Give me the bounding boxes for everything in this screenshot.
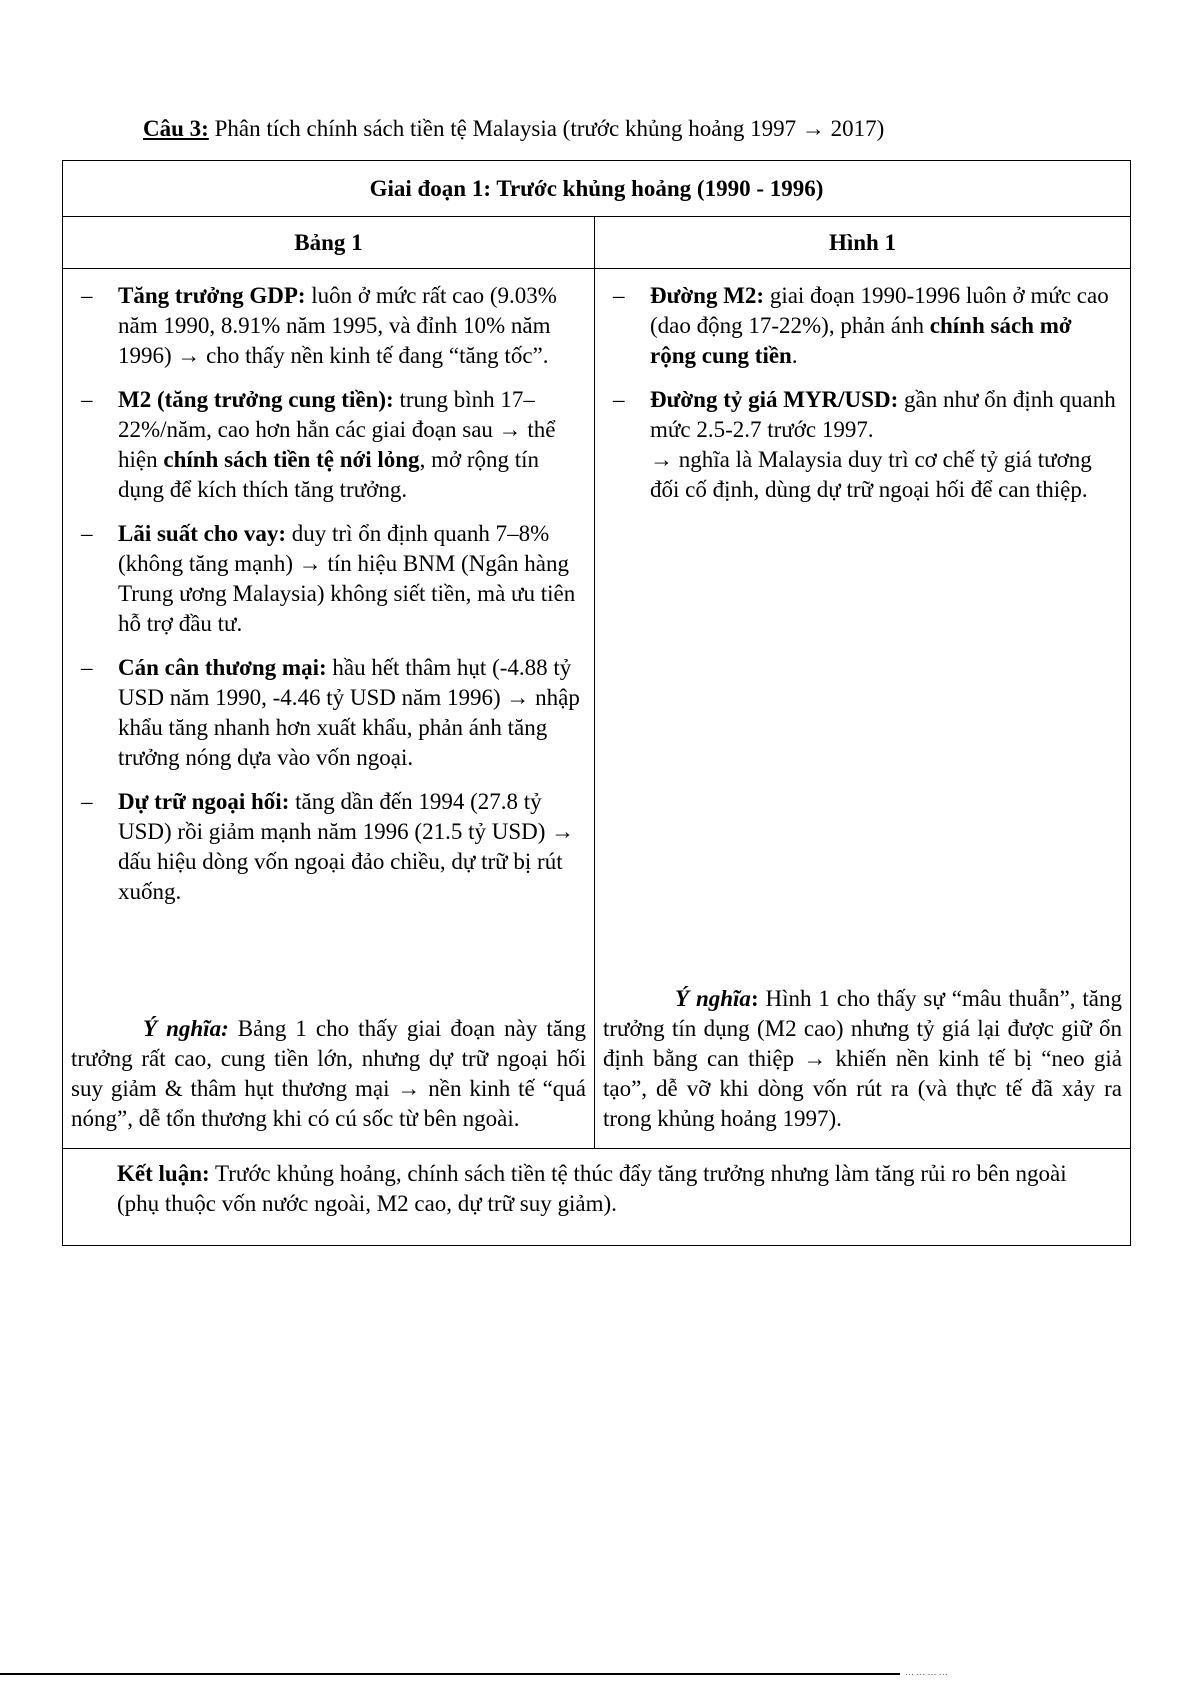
bullet-marker: –: [81, 789, 93, 814]
bullet-marker: –: [81, 521, 93, 546]
bullet-trade-balance: [63, 653, 586, 773]
analysis-table: [62, 160, 1131, 1246]
right-column-header: Hình 1: [595, 217, 1131, 269]
meaning-label: Ý nghĩa: [675, 986, 751, 1011]
question-heading: [143, 114, 1103, 144]
bullet-continuation: → nghĩa là Malaysia duy trì cơ chế tỷ giá tương đối cố định, dùng dự trữ ngoại hối để can thiệp.: [650, 447, 1092, 502]
bullet-text: hầu hết thâm hụt (-4.88 tỷ USD năm 1990, -4.46 tỷ USD năm 1996) → nhập khẩu tăng nhanh hơn xuất khẩu, phản ánh tăng trưởng nóng dựa vào vốn ngoại.: [118, 655, 580, 770]
meaning-text: Hình 1 cho thấy sự “mâu thuẫn”, tăng trưởng tín dụng (M2 cao) nhưng tỷ giá lại được giữ ổn định bằng can thiệp → khiến nền kinh tế bị “neo giả tạo”, dễ vỡ khi dòng vốn rút ra (và thực tế đã xảy ra trong khủng hoảng 1997).: [603, 986, 1123, 1131]
meaning-colon: :: [750, 986, 759, 1011]
bullet-term: Đường M2:: [650, 283, 765, 308]
bullet-text: giai đoạn 1990-1996 luôn ở mức cao (dao động 17-22%), phản ánh: [650, 283, 1109, 338]
conclusion-label: Kết luận:: [117, 1161, 210, 1186]
bullet-marker: –: [613, 387, 625, 412]
bullet-marker: –: [81, 283, 93, 308]
bullet-bold-phrase: chính sách mở rộng cung tiền: [650, 313, 1072, 368]
bullet-marker: –: [81, 655, 93, 680]
bullet-exchange-rate: [595, 385, 1122, 505]
bullet-text: duy trì ổn định quanh 7–8% (không tăng mạnh) → tín hiệu BNM (Ngân hàng Trung ương Malaysia) không siết tiền, mà ưu tiên hỗ trợ đầu tư.: [118, 521, 576, 636]
period-title: Giai đoạn 1: Trước khủng hoảng (1990 - 1996): [63, 161, 1131, 217]
bullet-m2: [63, 385, 586, 505]
bullet-text: tăng dần đến 1994 (27.8 tỷ USD) rồi giảm mạnh năm 1996 (21.5 tỷ USD) → dấu hiệu dòng vốn ngoại đảo chiều, dự trữ bị rút xuống.: [118, 789, 575, 904]
conclusion-text: Trước khủng hoảng, chính sách tiền tệ thúc đẩy tăng trưởng nhưng làm tăng rủi ro bên ngoài (phụ thuộc vốn nước ngoài, M2 cao, dự trữ suy giảm).: [117, 1161, 1067, 1216]
right-bullet-list: [595, 269, 1130, 505]
bullet-term: Lãi suất cho vay:: [118, 521, 287, 546]
left-column-header: Bảng 1: [63, 217, 595, 269]
bullet-lending-rate: [63, 519, 586, 639]
footer-rule: [0, 1673, 900, 1675]
bullet-term: Dự trữ ngoại hối:: [118, 789, 290, 814]
bullet-text: luôn ở mức rất cao (9.03% năm 1990, 8.91% năm 1995, và đỉnh 10% năm 1996) → cho thấy nền kinh tế đang “tăng tốc”.: [118, 283, 557, 368]
meaning-text: Bảng 1 cho thấy giai đoạn này tăng trưởng rất cao, cung tiền lớn, nhưng dự trữ ngoại hối suy giảm & thâm hụt thương mại → nền kinh tế “quá nóng”, dễ tổn thương khi có cú sốc từ bên ngoài.: [71, 1016, 586, 1131]
bullet-term: Tăng trưởng GDP:: [118, 283, 306, 308]
bullet-gdp: [63, 281, 586, 371]
bullet-marker: –: [613, 283, 625, 308]
bullet-text: .: [791, 343, 798, 368]
bullet-text: , mở rộng tín dụng để kích thích tăng trưởng.: [118, 447, 540, 502]
bullet-fx-reserves: [63, 787, 586, 907]
right-meaning: [603, 984, 1122, 1134]
bullet-bold-phrase: chính sách tiền tệ nới lỏng: [163, 447, 420, 472]
left-bullet-list: [63, 269, 594, 907]
bullet-text: gần như ổn định quanh mức 2.5-2.7 trước 1997.: [650, 387, 1116, 442]
question-text: Phân tích chính sách tiền tệ Malaysia (trước khủng hoảng 1997 → 2017): [208, 116, 885, 141]
bullet-term: Cán cân thương mại:: [118, 655, 327, 680]
bullet-m2-line: [595, 281, 1122, 371]
meaning-label: Ý nghĩa:: [143, 1016, 229, 1041]
question-label: Câu 3:: [143, 116, 209, 141]
conclusion: [63, 1149, 1131, 1246]
left-meaning: [71, 1014, 586, 1134]
bullet-text: trung bình 17–22%/năm, cao hơn hẳn các giai đoạn sau → thể hiện: [118, 387, 556, 472]
bullet-marker: –: [81, 387, 93, 412]
left-cell: [63, 269, 595, 1149]
right-cell: [595, 269, 1131, 1149]
bullet-term: Đường tỷ giá MYR/USD:: [650, 387, 899, 412]
footer-text: … … … …: [905, 1667, 948, 1677]
bullet-term: M2 (tăng trưởng cung tiền):: [118, 387, 394, 412]
